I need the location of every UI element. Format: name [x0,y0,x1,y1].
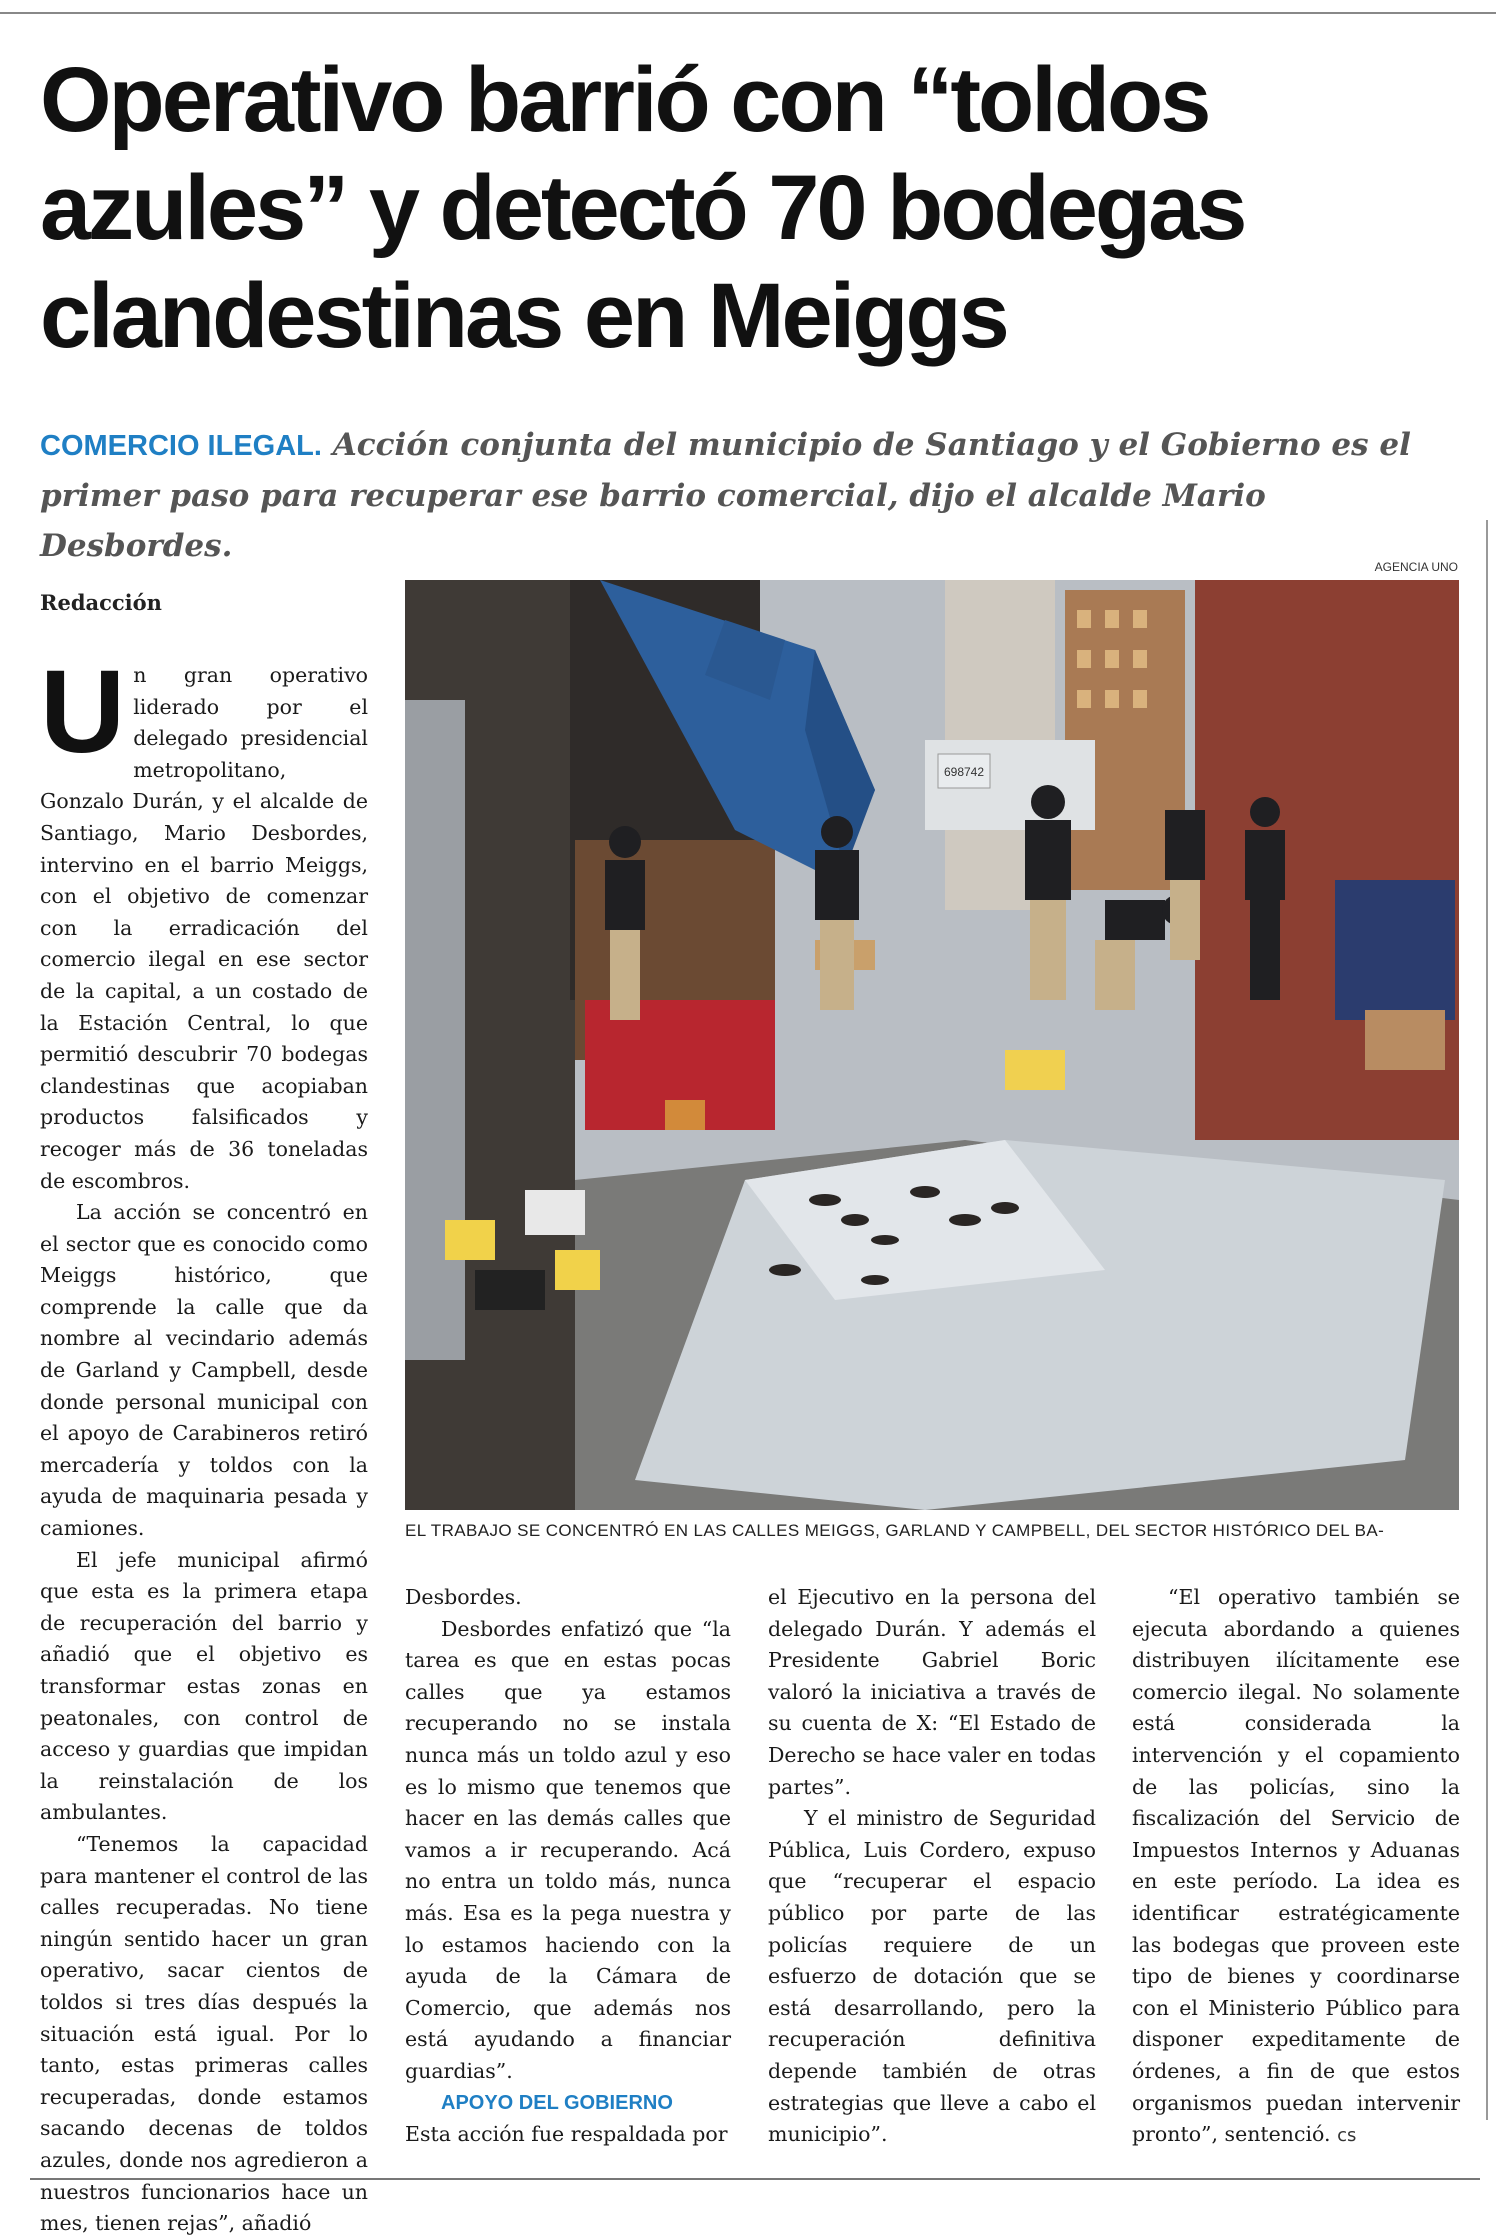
headline: Operativo barrió con “toldos azules” y detectó 70 bodegas clandestinas en Meiggs [40,49,1245,367]
street-operation-photo-icon [405,580,1459,1510]
article-column-4 [1132,1582,1460,2152]
dropcap: U [40,646,126,778]
paragraph-3: El jefe municipal afirmó que esta es la primera etapa de recuperación del barrio y añadió que el objetivo es transformar estas zonas en peatonales, con control de acceso y guardias que impidan la reinstalación de los ambulantes. [40,1547,368,1825]
paragraph-6: Desbordes enfatizó que “la tarea es que en estas pocas calles que ya estamos recuperando no se instala nunca más un toldo azul y eso es lo mismo que tenemos que hacer en las demás calles que vamos a ir recuperando. Acá no entra un toldo más, nunca más. Esa es la pega nuestra y lo estamos haciendo con la ayuda de la Cámara de Comercio, que además nos está ayudando a financiar guardias”. [405,1616,731,2083]
paragraph-10 [1132,1582,1460,2152]
byline: Redacción [40,590,162,615]
deck-text: Acción conjunta del municipio de Santiago y el Gobierno es el primer paso para recuperar ese barrio comercial, dijo el alcalde Mario Desbordes. [40,427,1411,564]
paragraph-8: el Ejecutivo en la persona del delegado Durán. Y además el Presidente Gabriel Boric valoró la iniciativa a través de su cuenta de X: “El Estado de Derecho se hace valer en todas partes”. [768,1585,1096,1799]
article-column-3 [768,1582,1096,2151]
article-column-1 [40,646,368,2240]
paragraph-5: Desbordes. [405,1585,522,1609]
deck [40,420,1460,571]
paragraph-7: Esta acción fue respaldada por [405,2122,728,2147]
deck-kicker: COMERCIO ILEGAL. [40,430,322,462]
paragraph-10-text: “El operativo también se ejecuta abordando a quienes distribuyen ilícitamente ese comercio ilegal. No solamente está considerada la intervención y el copamiento de las policías, sino la fiscalización del Servicio de Impuestos Internos y Aduanas en este período. La idea es identificar estratégicamente las bodegas que proveen este tipo de bienes y coordinarse con el Ministerio Público para disponer expeditamente de órdenes, a fin de que estos organismos puedan intervenir pronto”, sentenció. [1132,1585,1460,2147]
paragraph-1 [40,646,368,1197]
top-rule [0,12,1496,14]
paragraph-9: Y el ministro de Seguridad Pública, Luis Cordero, expuso que “recuperar el espacio público por parte de las policías requiere de un esfuerzo de dotación que se está desarrollando, pero la recuperación definitiva depende también de otras estrategias que lleve a cabo el municipio”. [768,1806,1096,2147]
photo-credit: AGENCIA UNO [1374,560,1458,574]
column-rule-right [1486,520,1488,2120]
end-mark-icon: cs [1337,2125,1357,2147]
paragraph-4: “Tenemos la capacidad para mantener el control de las calles recuperadas. No tiene ningún sentido hacer un gran operativo, sacar cientos de toldos si tres días después la situación está igual. Por lo tanto, estas primeras calles recuperadas, donde estamos sacando decenas de toldos azules, donde nos agredieron a nuestros funcionarios hace un mes, tienen rejas”, añadió [40,1831,368,2236]
subhead: APOYO DEL GOBIERNO [441,2091,673,2114]
paragraph-2: La acción se concentró en el sector que es conocido como Meiggs histórico, que comprende la calle que da nombre al vecindario además de Garland y Campbell, desde donde personal municipal con el apoyo de Carabineros retiró mercadería y toldos con la ayuda de maquinaria pesada y camiones. [40,1200,368,1541]
article-column-2 [405,1582,731,2151]
paragraph-1-text: n gran operativo liderado por el delegado presidencial metropolitano, Gonzalo Durán, y el alcalde de Santiago, Mario Desbordes, intervino en el barrio Meiggs, con el objetivo de comenzar con la erradicación del comercio ilegal en ese sector de la capital, a un costado de la Estación Central, lo que permitió descubrir 70 bodegas clandestinas que acopiaban productos falsificados y recoger más de 36 toneladas de escombros. [40,663,368,1193]
article-photo [405,580,1459,1510]
photo-caption: EL TRABAJO SE CONCENTRÓ EN LAS CALLES MEIGGS, GARLAND Y CAMPBELL, DEL SECTOR HISTÓRICO DEL BA- [405,1521,1385,1540]
street-sign-text: 698742 [943,765,985,779]
